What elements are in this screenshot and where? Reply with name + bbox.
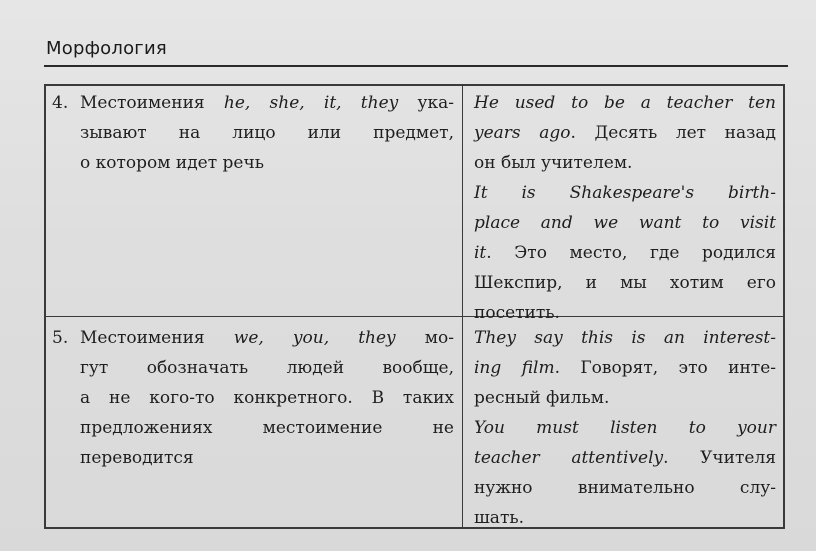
translation-line: посетить. [474, 303, 560, 323]
translation-line: ресный фильм. [474, 388, 610, 408]
table-column-divider [462, 84, 463, 529]
example-line: He used to be a teacher ten [474, 93, 776, 113]
example-line: It is Shakespeare's birth- [474, 183, 776, 203]
rule-5-description [52, 323, 454, 473]
rule-4-description [52, 88, 454, 178]
rule-5-examples [474, 323, 776, 533]
rule-number: 4. [52, 93, 69, 113]
rule-5-line-5: переводится [80, 448, 194, 468]
translation-line: шать. [474, 508, 525, 528]
pronoun-list: we, you, they [233, 328, 396, 348]
section-header: Морфология [46, 38, 167, 59]
rule-4-line-1: 4. Местоимения he, she, it, they ука- [52, 88, 454, 118]
rule-5-line-2: гут обозначать людей вообще, [80, 358, 454, 378]
example-line: ing film. Говорят, это инте- [474, 358, 776, 378]
pronoun-list: he, she, it, they [223, 93, 399, 113]
example-line: it. Это место, где родился [474, 243, 776, 263]
translation-line: он был учителем. [474, 153, 633, 173]
example-line: You must listen to your [474, 418, 776, 438]
example-line: teacher attentively. Учителя [474, 448, 776, 468]
rule-5-line-1: 5. Местоимения we, you, they мо- [52, 323, 454, 353]
rule-5-line-3: а не кого-то конкретного. В таких [80, 388, 454, 408]
rule-4-line-3: о котором идет речь [80, 153, 264, 173]
translation-line: нужно внимательно слу- [474, 478, 776, 498]
rule-4-examples [474, 88, 776, 328]
header-divider [44, 65, 788, 67]
example-line: years ago. Десять лет назад [474, 123, 776, 143]
translation-line: Шекспир, и мы хотим его [474, 273, 776, 293]
rule-4-line-2: зывают на лицо или предмет, [80, 123, 454, 143]
rule-5-line-4: предложениях местоимение не [80, 418, 454, 438]
example-line: place and we want to visit [474, 213, 776, 233]
rule-number: 5. [52, 328, 69, 348]
example-line: They say this is an interest- [474, 328, 776, 348]
